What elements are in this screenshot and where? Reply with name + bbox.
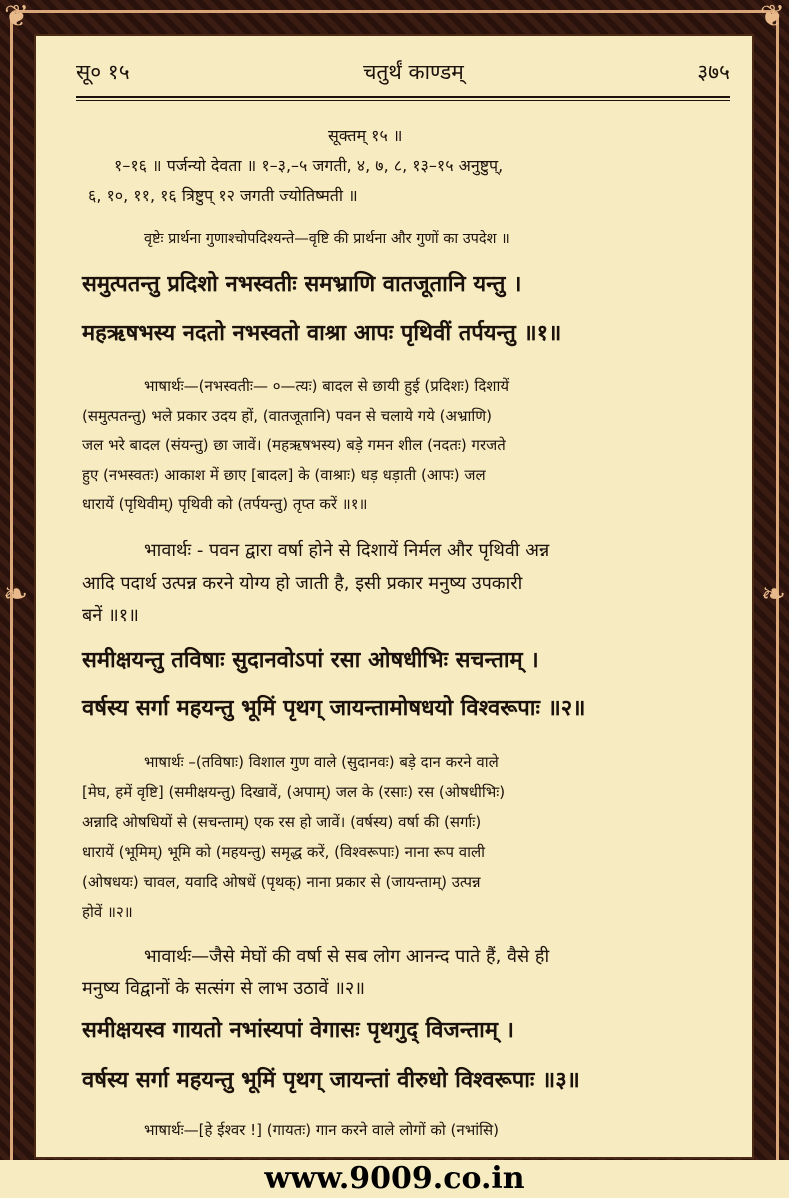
page-header [76,58,730,88]
bhashartha-line: जल भरे बादल (संयन्तु) छा जावें। (महऋषभस्य) बड़े गमन शील (नदतः) गरजते [82,436,506,454]
bhashartha-line: भाषार्थः—[हे ईश्वर !] (गायतः) गान करने वाले लोगों को (नभांसि) [144,1121,500,1139]
bhavartha-line: आदि पदार्थ उत्पन्न करने योग्य हो जाती है, इसी प्रकार मनुष्य उपकारी [82,573,523,594]
header-rule [76,100,730,101]
mantra-line: समीक्षयस्व गायतो नभांस्यपां वेगासः पृथगुद् विजन्ताम् । [82,1018,514,1043]
header-sukta-number: सू० १५ [76,60,130,84]
mantra-line: वर्षस्य सर्गा महयन्तु भूमिं पृथग् जायन्तां वीरुधो विश्वरूपाः ॥३॥ [82,1068,580,1093]
side-ornament-icon: ❧ [760,577,786,612]
bhashartha-line: भाषार्थः—(नभस्वतीः— ०—त्यः) बादल से छायी हुई (प्रदिशः) दिशायें [144,377,510,395]
bhashartha-line: भाषार्थः –(तविषाः) विशाल गुण वाले (सुदानवः) बड़े दान करने वाले [144,753,499,771]
meta-line: ६, १०, ११, १६ त्रिष्टुप् १२ जगती ज्योतिष्मती ॥ [88,186,358,205]
corner-ornament-icon: ❦ [4,0,30,34]
bhavartha-line: बनें ॥१॥ [82,605,139,626]
bhashartha-line: (ओषधयः) चावल, यवादि ओषधें (पृथक्) नाना प्रकार से (जायन्ताम्) उत्पन्न [82,873,481,891]
bhavartha-line: मनुष्य विद्वानों के सत्संग से लाभ उठावें ॥२॥ [82,978,366,999]
bhashartha-line: [मेघ, हमें वृष्टि] (समीक्षयन्तु) दिखावें, (अपाम्) जल के (रसाः) रस (ओषधीभिः) [82,783,506,801]
website-footer: www.9009.co.in [0,1160,789,1198]
meta-line: १–१६ ॥ पर्जन्यो देवता ॥ १–३,–५ जगती, ४, ७, ८, १३–१५ अनुष्टुप्, [114,156,504,175]
sukta-title: सूक्तम् १५ ॥ [328,126,403,145]
header-page-number: ३७५ [697,60,730,84]
book-page [34,34,754,1159]
bhavartha-line: भावार्थः—जैसे मेघों की वर्षा से सब लोग आनन्द पाते हैं, वैसे ही [144,946,550,967]
bhashartha-line: धारायें (पृथिवीम्) पृथिवी को (तर्पयन्तु) तृप्त करें ॥१॥ [82,495,368,513]
bhashartha-line: हुए (नभस्वतः) आकाश में छाए [बादल] के (वाश्राः) धड़ धड़ाती (आपः) जल [82,466,486,484]
bhavartha-line: भावार्थः - पवन द्वारा वर्षा होने से दिशायें निर्मल और पृथिवी अन्न [144,540,550,561]
side-ornament-icon: ❧ [3,577,29,612]
bhashartha-line: अन्नादि ओषधियों से (सचन्ताम्) एक रस हो जावें। (वर्षस्य) वर्षा की (सर्गाः) [82,813,482,831]
mantra-line: वर्षस्य सर्गा महयन्तु भूमिं पृथग् जायन्तामोषधयो विश्वरूपाः ॥२॥ [82,696,586,721]
header-rule [76,96,730,98]
mantra-line: समीक्षयन्तु तविषाः सुदानवोऽपां रसा ओषधीभिः सचन्ताम् । [82,648,539,673]
header-kanda-title: चतुर्थं काण्डम् [363,60,464,84]
corner-ornament-icon: ❦ [759,0,785,34]
bhashartha-line: धारायें (भूमिम्) भूमि को (महयन्तु) समृद्ध करें, (विश्वरूपाः) नाना रूप वाली [82,843,486,861]
mantra-line: महऋषभस्य नदतो नभस्वतो वाश्रा आपः पृथिवीं तर्पयन्तु ॥१॥ [82,321,562,346]
intro-line: वृष्टेः प्रार्थना गुणाश्चोपदिश्यन्ते—वृष्टि की प्रार्थना और गुणों का उपदेश ॥ [144,231,510,247]
bhashartha-line: (समुत्पतन्तु) भले प्रकार उदय हों, (वातजूतानि) पवन से चलाये गये (अभ्राणि) [82,407,492,425]
mantra-line: समुत्पतन्तु प्रदिशो नभस्वतीः समभ्राणि वातजूतानि यन्तु । [82,272,522,297]
bhashartha-line: होवें ॥२॥ [82,903,133,921]
